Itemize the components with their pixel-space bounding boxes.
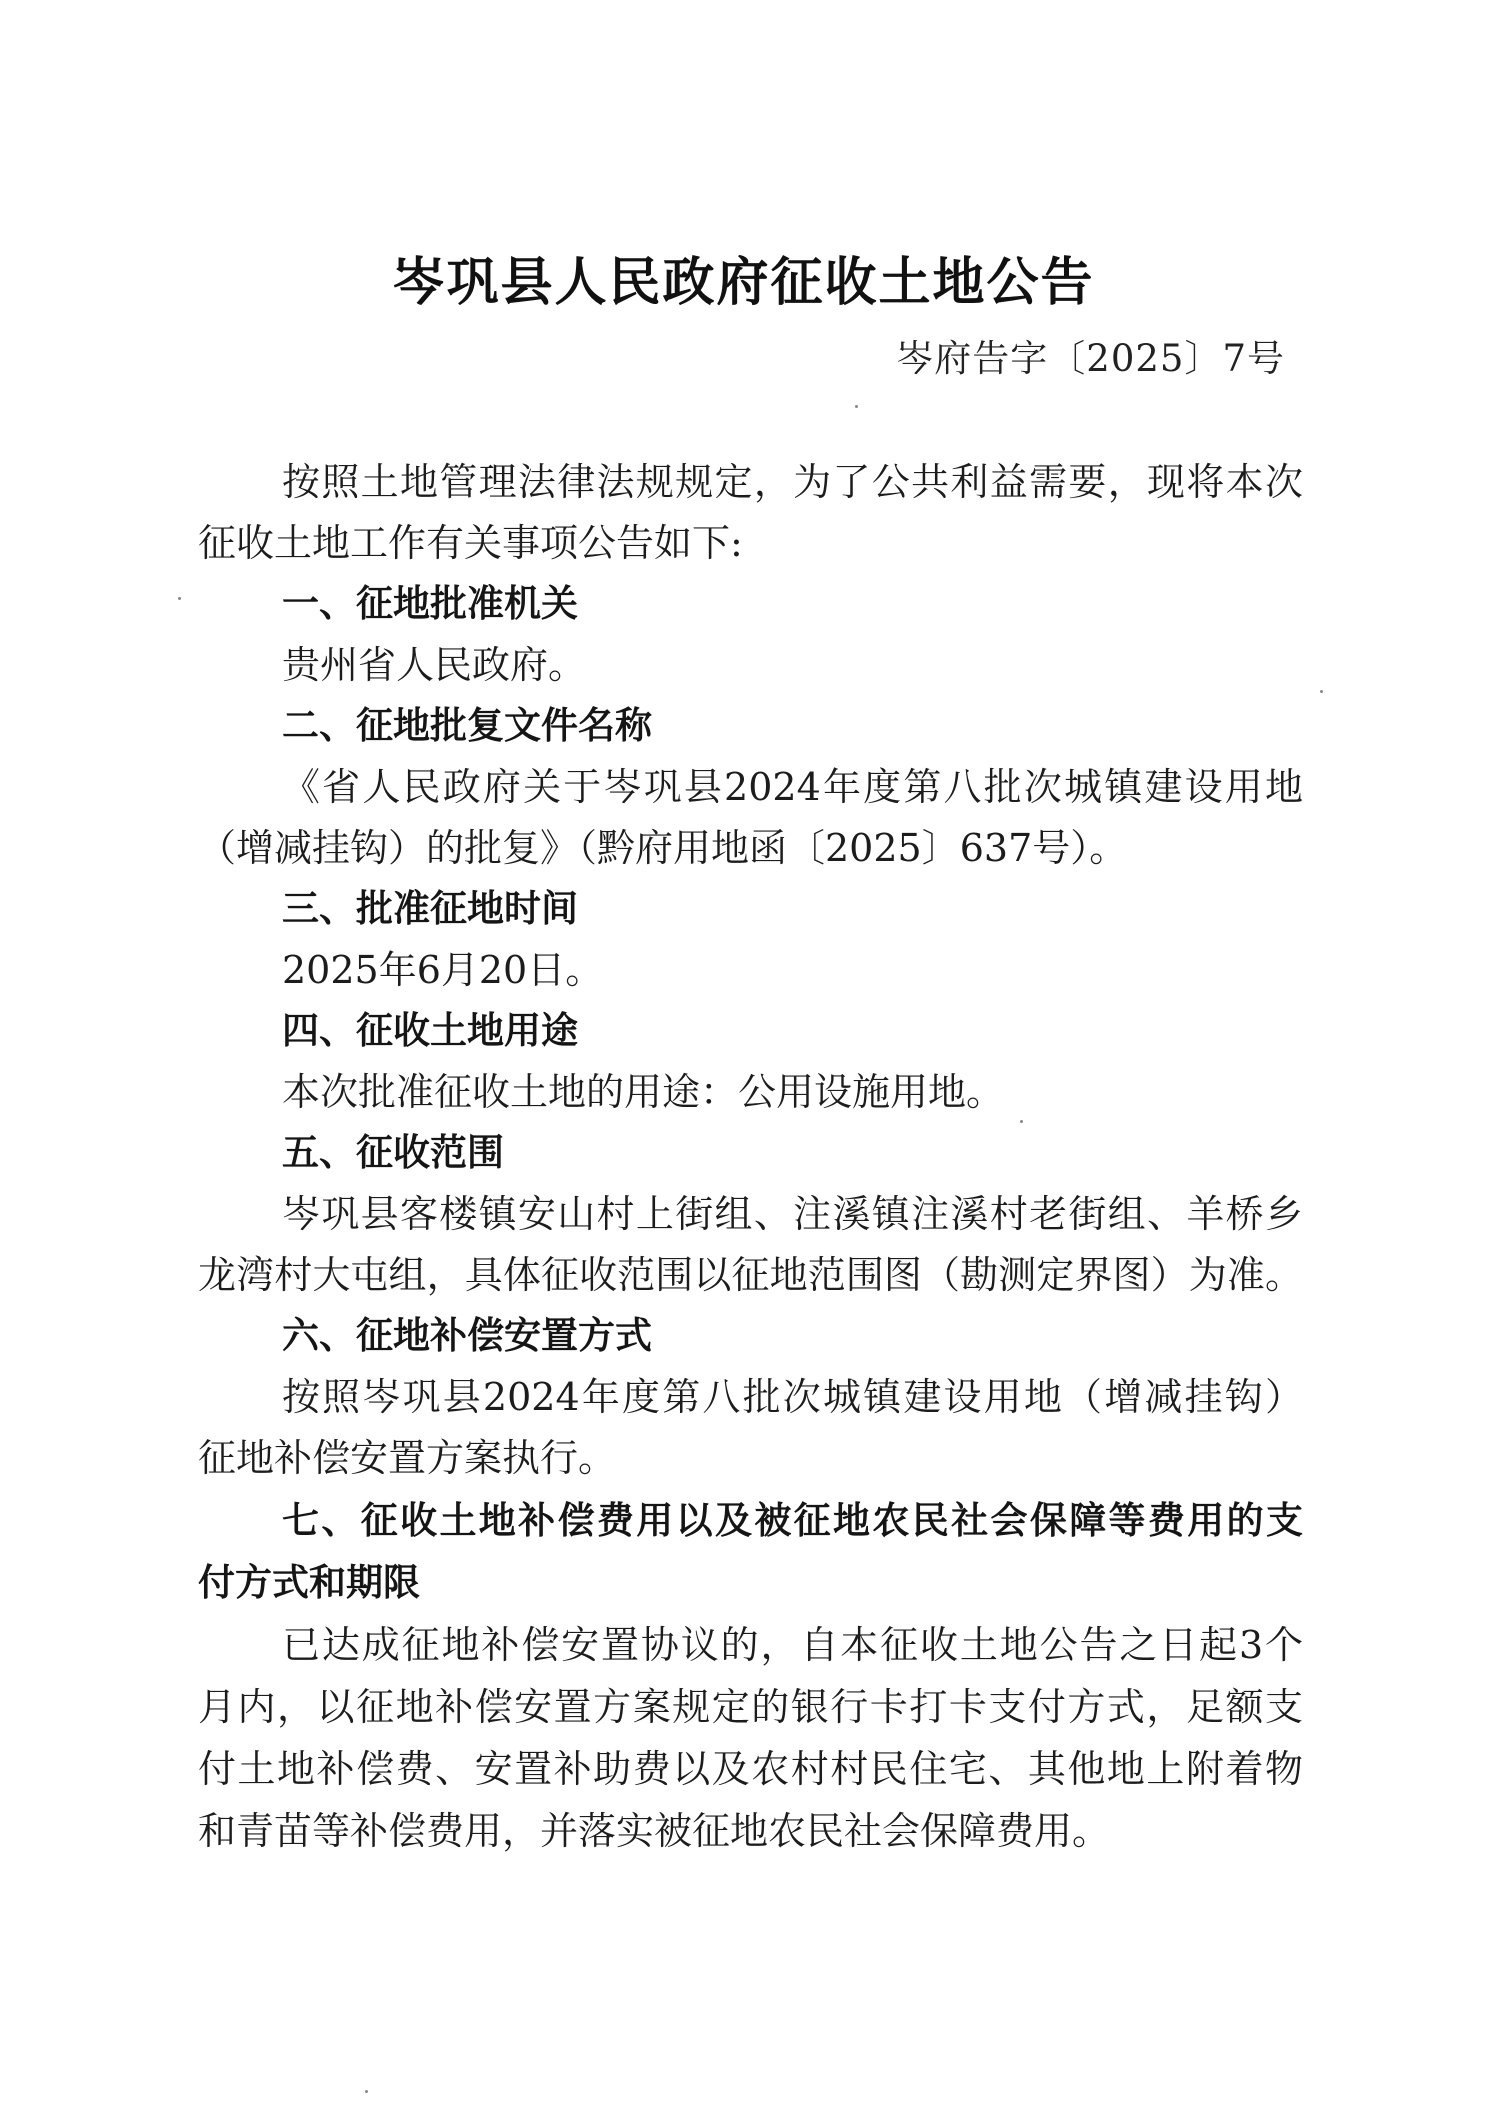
- section-body-6-line-2: 征地补偿安置方案执行。: [198, 1436, 617, 1480]
- section-body-2-line-2: （增减挂钩）的批复》（黔府用地函〔2025〕637号）。: [198, 826, 1128, 870]
- page-title: 岑巩县人民政府征收土地公告: [392, 252, 1095, 313]
- section-body-4-line-1: 本次批准征收土地的用途：公用设施用地。: [282, 1070, 1005, 1114]
- section-body-7-line-2: 月内，以征地补偿安置方案规定的银行卡打卡支付方式，足额支: [198, 1685, 1303, 1729]
- scan-speck: [365, 2090, 368, 2093]
- intro-line-1: 按照土地管理法律法规规定，为了公共利益需要，现将本次: [282, 460, 1303, 504]
- section-body-1-line-1: 贵州省人民政府。: [282, 643, 587, 687]
- section-heading-4: 四、征收土地用途: [282, 1009, 578, 1052]
- section-heading-7-line-1: 七、征收土地补偿费用以及被征地农民社会保障等费用的支: [282, 1499, 1303, 1542]
- section-body-7-line-4: 和青苗等补偿费用，并落实被征地农民社会保障费用。: [198, 1809, 1111, 1853]
- section-body-6-line-1: 按照岑巩县2024年度第八批次城镇建设用地（增减挂钩）: [282, 1375, 1303, 1419]
- section-heading-3: 三、批准征地时间: [282, 887, 578, 930]
- section-body-5-line-2: 龙湾村大屯组，具体征收范围以征地范围图（勘测定界图）为准。: [198, 1253, 1303, 1297]
- section-heading-2: 二、征地批复文件名称: [282, 704, 652, 747]
- intro-line-2: 征收土地工作有关事项公告如下:: [198, 521, 743, 565]
- section-body-3-line-1: 2025年6月20日。: [282, 948, 604, 992]
- section-heading-7-line-2: 付方式和期限: [198, 1561, 420, 1604]
- section-heading-5: 五、征收范围: [282, 1131, 504, 1174]
- section-heading-1: 一、征地批准机关: [282, 582, 578, 625]
- scan-speck: [1320, 690, 1323, 693]
- section-body-7-line-3: 付土地补偿费、安置补助费以及农村村民住宅、其他地上附着物: [198, 1747, 1303, 1791]
- scan-speck: [178, 597, 181, 600]
- section-body-5-line-1: 岑巩县客楼镇安山村上街组、注溪镇注溪村老街组、羊桥乡: [282, 1192, 1303, 1236]
- scan-speck: [1020, 1120, 1023, 1123]
- scan-speck: [855, 405, 858, 408]
- section-body-2-line-1: 《省人民政府关于岑巩县2024年度第八批次城镇建设用地: [282, 765, 1303, 809]
- section-body-7-line-1: 已达成征地补偿安置协议的，自本征收土地公告之日起3个: [282, 1623, 1303, 1667]
- document-number: 岑府告字〔2025〕7号: [896, 337, 1285, 380]
- section-heading-6: 六、征地补偿安置方式: [282, 1314, 652, 1357]
